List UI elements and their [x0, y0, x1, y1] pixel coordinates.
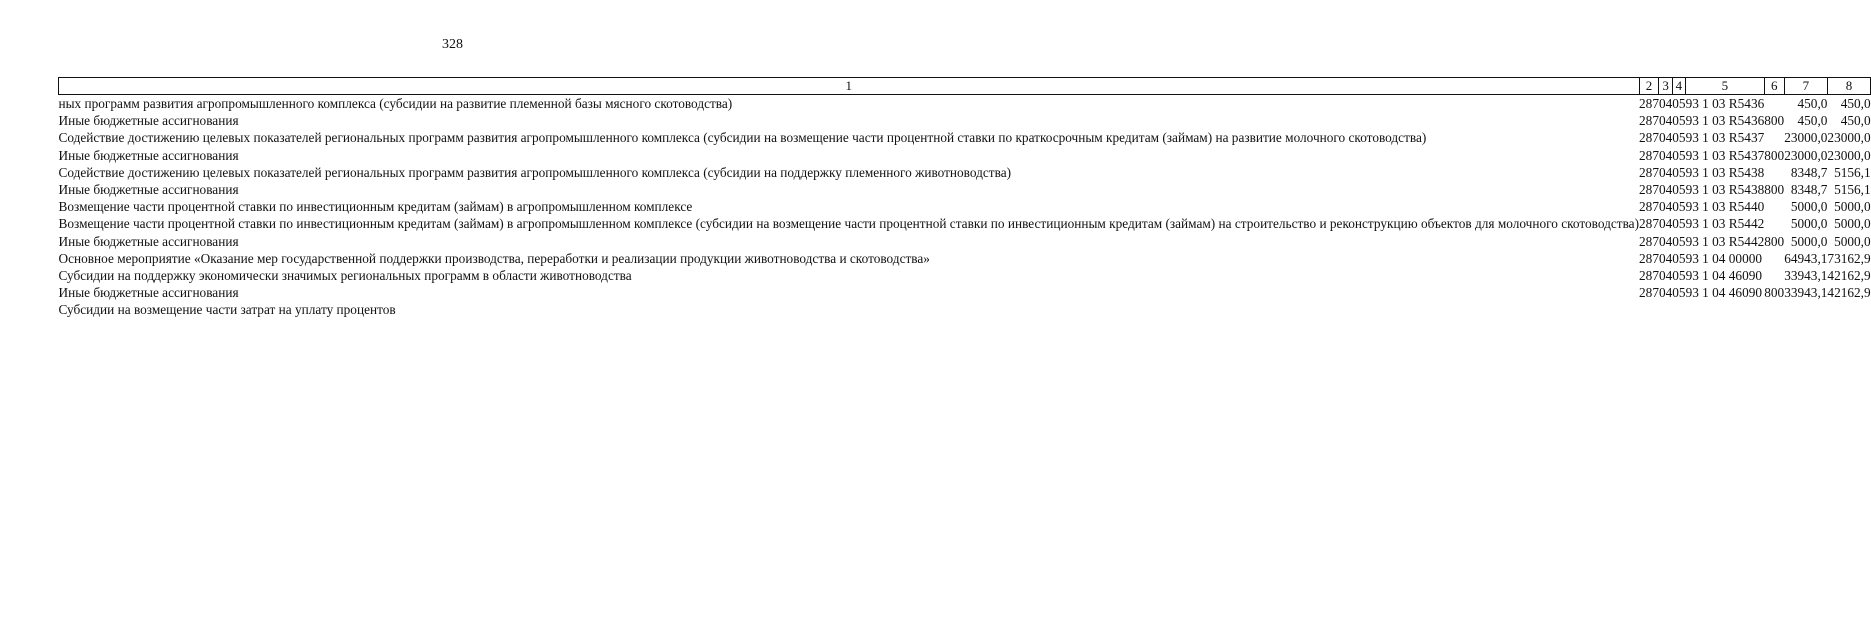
section-code: 04 — [1658, 268, 1673, 284]
column-header: 5 — [1686, 78, 1765, 95]
amount-col8: 450,0 — [1840, 96, 1871, 111]
amount-col8: 42162,9 — [1827, 268, 1871, 284]
target-article-code: 93 1 03 R5436 — [1685, 96, 1765, 111]
table-row — [59, 233, 1871, 250]
amount-col7: 5000,0 — [1790, 233, 1828, 249]
subsection-code: 05 — [1672, 199, 1686, 215]
column-header: 2 — [1639, 78, 1659, 95]
expense-type-code: 800 — [1764, 285, 1785, 301]
subsection-code: 05 — [1672, 147, 1686, 163]
expense-type-code — [1764, 215, 1784, 232]
amount-col7: 33943,1 — [1784, 268, 1828, 284]
subsection-code: 05 — [1672, 285, 1686, 301]
row-description: Иные бюджетные ассигнования — [58, 147, 239, 163]
subsection-code: 05 — [1672, 164, 1686, 180]
subsection-code: 05 — [1672, 96, 1686, 111]
amount-col8: 23000,0 — [1827, 147, 1871, 163]
amount-col7: 64943,1 — [1784, 250, 1828, 266]
amount-col8: 5156,1 — [1834, 182, 1871, 198]
expense-type-code: 800 — [1764, 113, 1785, 129]
section-code: 04 — [1658, 199, 1673, 215]
subsection-code: 05 — [1672, 268, 1686, 284]
row-description: Возмещение части процентной ставки по инвестиционным кредитам (займам) в агропромышленном комплексе — [58, 199, 693, 215]
column-header: 1 — [59, 78, 1640, 95]
row-description: Иные бюджетные ассигнования — [58, 182, 239, 198]
column-header: 8 — [1827, 78, 1870, 95]
ministry-code: 287 — [1639, 96, 1659, 111]
target-article-code: 93 1 03 R5436 — [1685, 113, 1765, 129]
amount-col8: 5000,0 — [1834, 233, 1871, 249]
ministry-code: 287 — [1639, 182, 1659, 198]
subsection-code: 05 — [1672, 233, 1686, 249]
target-article-code: 93 1 04 46090 — [1685, 268, 1763, 284]
amount-col8: 5156,1 — [1834, 164, 1871, 180]
table-row — [59, 301, 1871, 318]
row-description: Содействие достижению целевых показателей региональных программ развития агропромышленного комплекса (субсидии на поддержку племенного животноводства) — [58, 164, 1012, 180]
ministry-code: 287 — [1639, 268, 1659, 284]
target-article-code: 93 1 04 00000 — [1685, 250, 1763, 266]
table-row — [59, 198, 1871, 215]
row-description: Иные бюджетные ассигнования — [58, 113, 239, 129]
amount-col7: 8348,7 — [1790, 164, 1828, 180]
subsection-code: 05 — [1672, 216, 1686, 232]
target-article-code: 93 1 03 R5442 — [1685, 216, 1765, 232]
amount-col8 — [1827, 301, 1870, 318]
table-row — [59, 284, 1871, 301]
target-article-code: 93 1 03 R5437 — [1685, 130, 1765, 146]
target-article-code: 93 1 03 R5442 — [1685, 233, 1765, 249]
ministry-code: 287 — [1639, 113, 1659, 129]
column-header: 7 — [1784, 78, 1827, 95]
ministry-code: 287 — [1639, 164, 1659, 180]
ministry-code — [1639, 301, 1659, 318]
expense-type-code — [1764, 250, 1784, 267]
subsection-code — [1672, 301, 1685, 318]
amount-col8: 5000,0 — [1834, 199, 1871, 215]
row-description: Субсидии на поддержку экономически значимых региональных программ в области животноводства — [58, 268, 632, 284]
amount-col7: 33943,1 — [1784, 285, 1828, 301]
page-number: 328 — [442, 37, 463, 52]
section-code: 04 — [1658, 182, 1673, 198]
ministry-code: 287 — [1639, 130, 1659, 146]
ministry-code: 287 — [1639, 199, 1659, 215]
table-row — [59, 164, 1871, 181]
target-article-code: 93 1 03 R5437 — [1685, 147, 1765, 163]
table-row — [59, 267, 1871, 284]
column-header: 3 — [1659, 78, 1672, 95]
subsection-code: 05 — [1672, 182, 1686, 198]
column-number-header — [59, 78, 1871, 95]
amount-col7: 5000,0 — [1790, 216, 1828, 232]
amount-col8: 73162,9 — [1827, 250, 1871, 266]
row-description: Иные бюджетные ассигнования — [58, 285, 239, 301]
section-code: 04 — [1658, 147, 1673, 163]
ministry-code: 287 — [1639, 285, 1659, 301]
amount-col7: 8348,7 — [1790, 182, 1828, 198]
subsection-code: 05 — [1672, 130, 1686, 146]
row-description: Основное мероприятие «Оказание мер государственной поддержки производства, переработки и реализации продукции животноводства и скотоводства» — [58, 250, 930, 266]
amount-col7: 5000,0 — [1790, 199, 1828, 215]
amount-col8: 23000,0 — [1827, 130, 1871, 146]
table-row — [59, 250, 1871, 267]
section-code: 04 — [1658, 164, 1673, 180]
row-description: Субсидии на возмещение части затрат на уплату процентов — [58, 302, 396, 318]
ministry-code: 287 — [1639, 216, 1659, 232]
expense-type-code — [1764, 301, 1784, 318]
expense-type-code — [1764, 267, 1784, 284]
row-description: ных программ развития агропромышленного комплекса (субсидии на развитие племенной базы мясного скотоводства) — [58, 96, 733, 111]
subsection-code: 05 — [1672, 250, 1686, 266]
section-code: 04 — [1658, 285, 1673, 301]
table-row — [59, 215, 1871, 232]
table-row — [59, 129, 1871, 146]
section-code: 04 — [1658, 250, 1673, 266]
table-row — [59, 95, 1871, 113]
target-article-code — [1686, 301, 1765, 318]
row-description: Содействие достижению целевых показателей региональных программ развития агропромышленного комплекса (субсидии на возмещение части процентной ставки по краткосрочным кредитам (займам) на развитие молочного скотоводства) — [58, 130, 1427, 146]
target-article-code: 93 1 03 R5438 — [1685, 182, 1765, 198]
expense-type-code — [1764, 129, 1784, 146]
amount-col7: 23000,0 — [1784, 130, 1828, 146]
subsection-code: 05 — [1672, 113, 1686, 129]
expense-type-code — [1764, 198, 1784, 215]
section-code: 04 — [1658, 233, 1673, 249]
ministry-code: 287 — [1639, 147, 1659, 163]
target-article-code: 93 1 03 R5440 — [1685, 199, 1765, 215]
expense-type-code: 800 — [1764, 182, 1785, 198]
section-code — [1659, 301, 1672, 318]
table-row — [59, 147, 1871, 164]
ministry-code: 287 — [1639, 250, 1659, 266]
amount-col8: 5000,0 — [1834, 216, 1871, 232]
table-row — [59, 112, 1871, 129]
amount-col8: 42162,9 — [1827, 285, 1871, 301]
table-row — [59, 181, 1871, 198]
section-code: 04 — [1658, 130, 1673, 146]
expense-type-code — [1764, 164, 1784, 181]
target-article-code: 93 1 04 46090 — [1685, 285, 1763, 301]
row-description: Иные бюджетные ассигнования — [58, 233, 239, 249]
expense-type-code — [1764, 95, 1784, 113]
ministry-code: 287 — [1639, 233, 1659, 249]
amount-col7: 23000,0 — [1784, 147, 1828, 163]
section-code: 04 — [1658, 216, 1673, 232]
amount-col8: 450,0 — [1840, 113, 1871, 129]
expense-type-code: 800 — [1764, 147, 1785, 163]
amount-col7 — [1784, 301, 1827, 318]
amount-col7: 450,0 — [1797, 96, 1828, 111]
budget-table — [58, 77, 1871, 319]
column-header: 6 — [1764, 78, 1784, 95]
row-description: Возмещение части процентной ставки по инвестиционным кредитам (займам) в агропромышленном комплексе (субсидии на возмещение части процентной ставки по инвестиционным кредитам (займам) на строительство и реконструкцию объектов для молочного скотоводства) — [58, 216, 1640, 232]
target-article-code: 93 1 03 R5438 — [1685, 164, 1765, 180]
column-header: 4 — [1672, 78, 1685, 95]
section-code: 04 — [1658, 96, 1673, 111]
expense-type-code: 800 — [1764, 233, 1785, 249]
section-code: 04 — [1658, 113, 1673, 129]
amount-col7: 450,0 — [1797, 113, 1828, 129]
